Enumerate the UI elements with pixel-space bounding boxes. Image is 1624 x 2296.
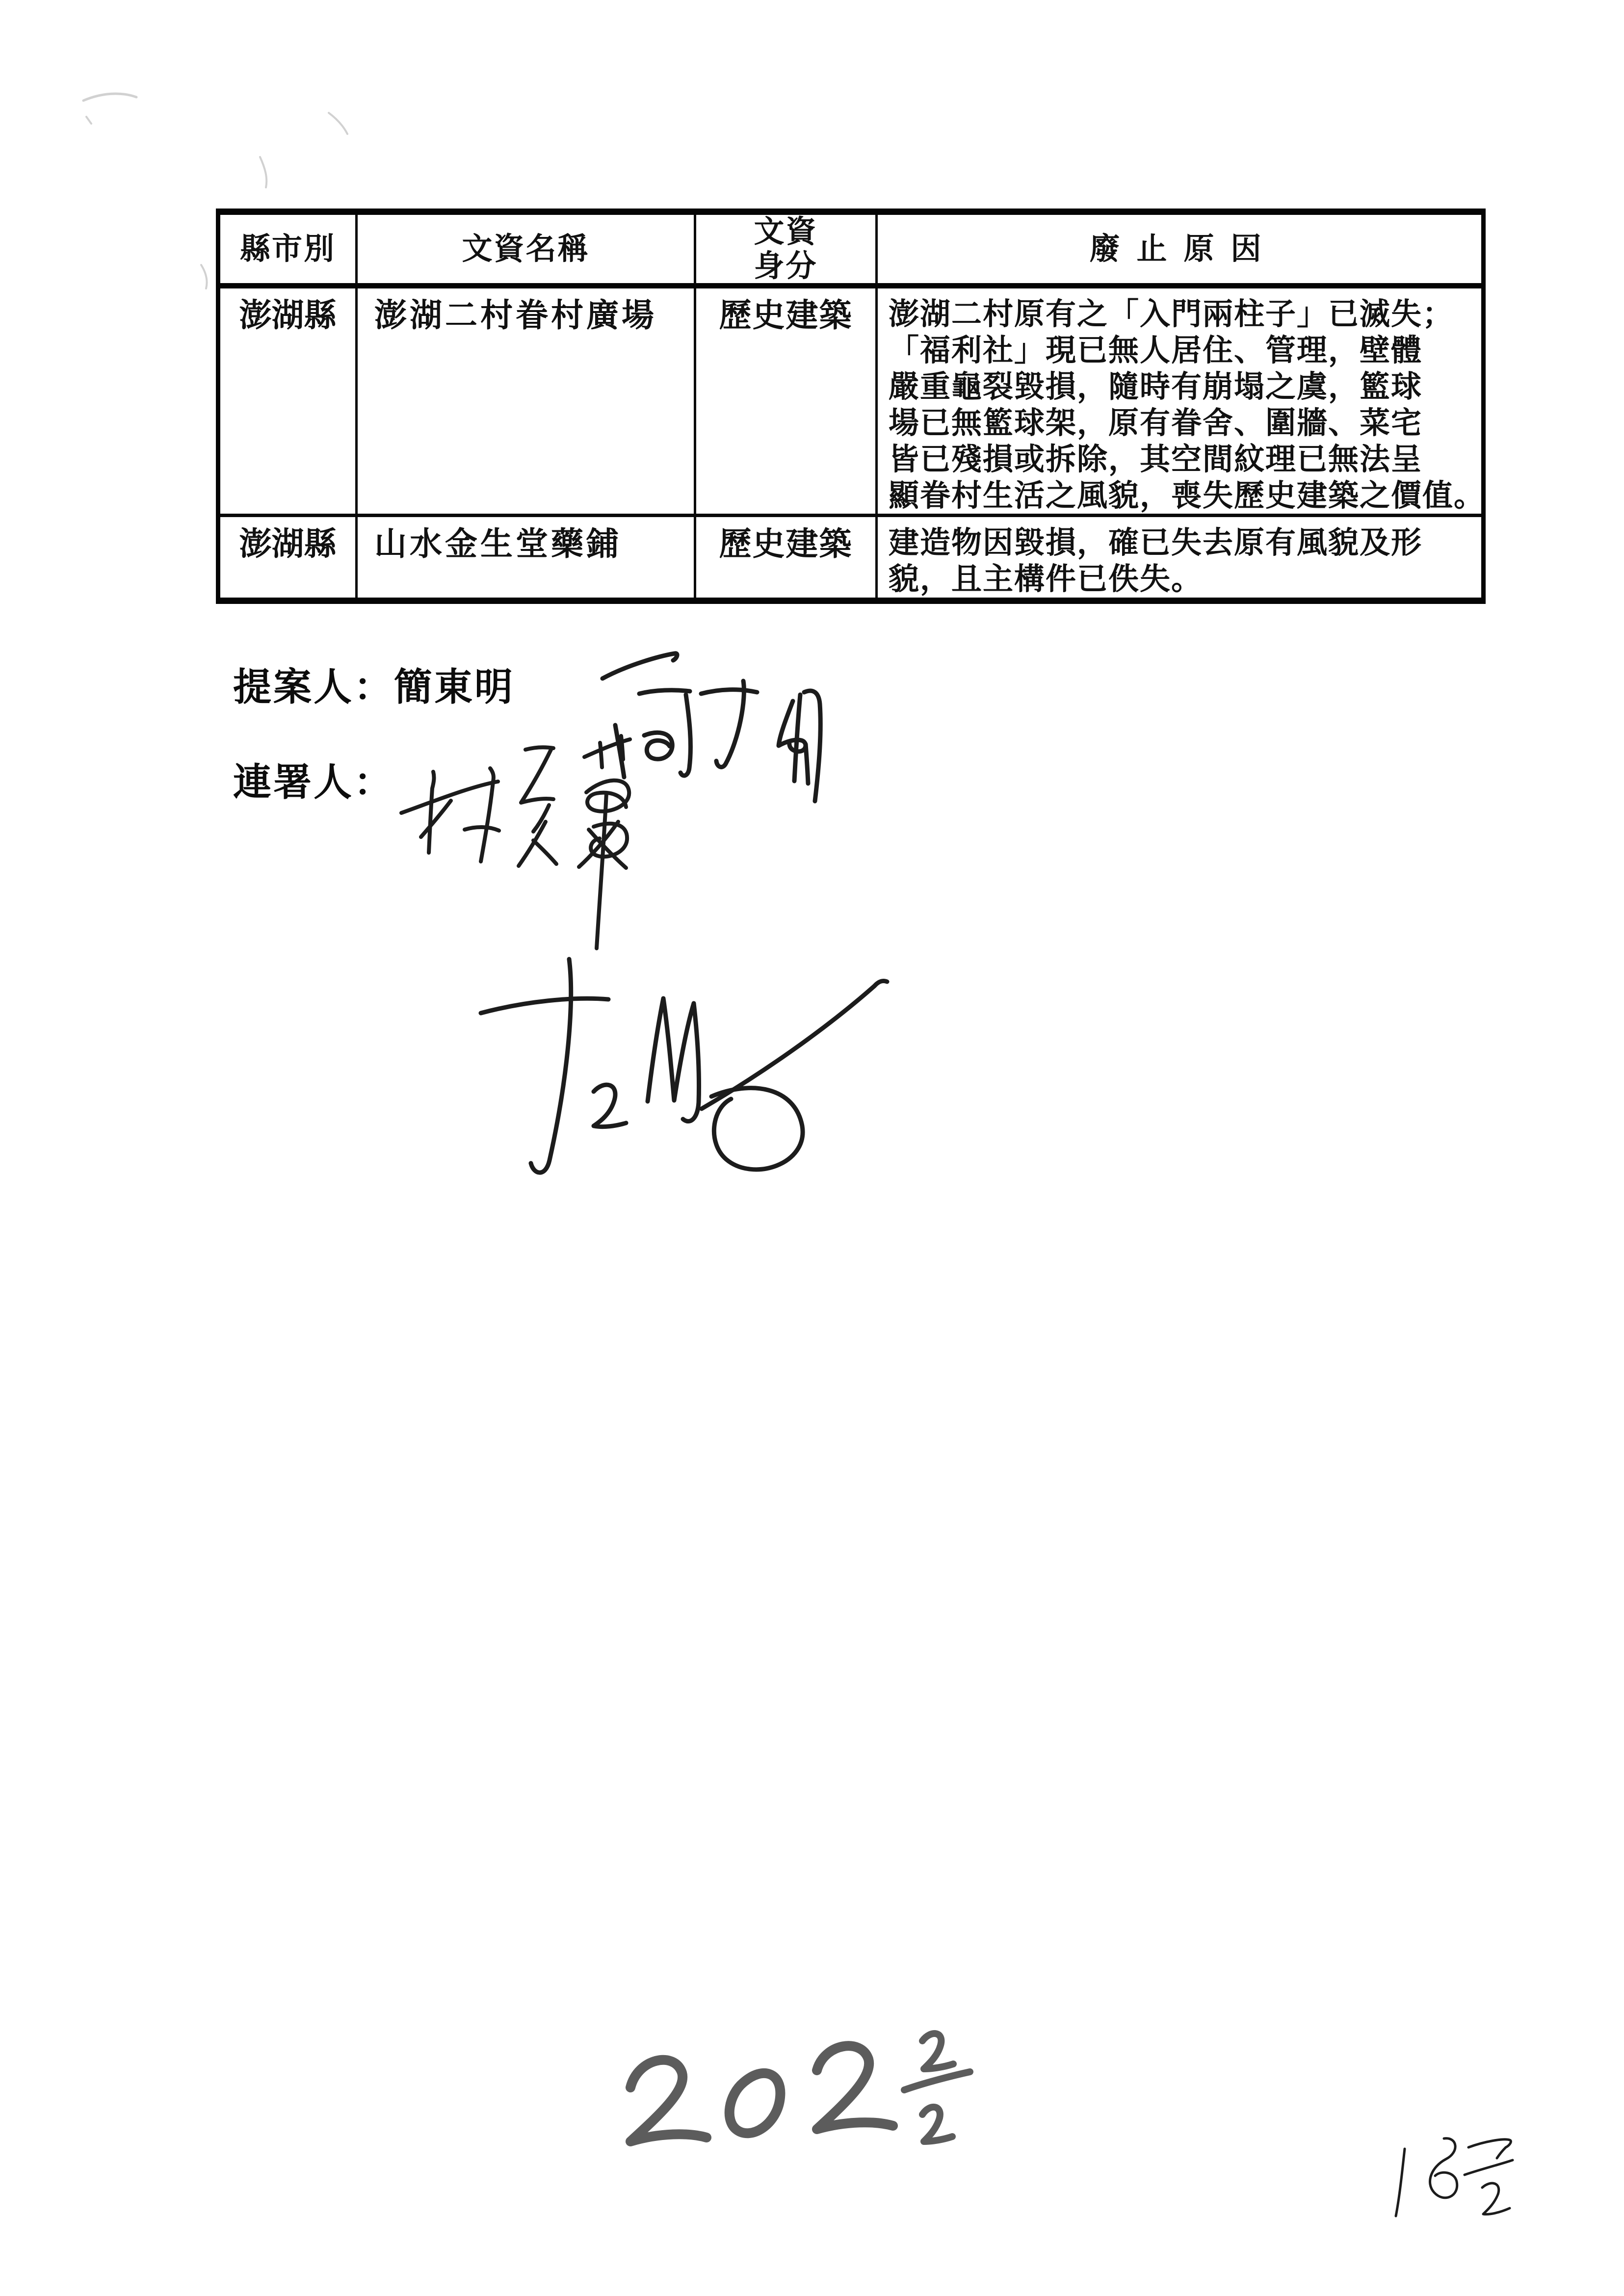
asset-name-value: 山水金生堂藥鋪 <box>374 526 622 562</box>
reason-line: 場已無籃球架，原有眷舍、圍牆、菜宅 <box>889 407 1423 440</box>
table-row2-asset-status-cell <box>696 517 878 598</box>
reason-line: 建造物因毀損，確已失去原有風貌及形 <box>889 526 1423 560</box>
header-cell-asset-status <box>696 215 878 288</box>
table-row1-county-cell <box>220 288 358 517</box>
header-cell-county <box>220 215 358 288</box>
header-asset-name-label: 文資名稱 <box>462 232 590 266</box>
table-row1-asset-status-cell <box>696 288 878 517</box>
proposer-label: 提案人： <box>233 666 394 708</box>
header-asset-status-line2: 身分 <box>754 249 818 283</box>
reason-line: 貌，且主構件已佚失。 <box>889 563 1203 596</box>
handwritten-docket-number <box>601 2024 984 2191</box>
cosigner-signature-1 <box>388 729 697 959</box>
header-cell-asset-name <box>358 215 696 288</box>
table-row2-reason-cell <box>878 517 1481 598</box>
proposer-name: 簡東明 <box>394 666 515 708</box>
table-row2-county-cell <box>220 517 358 598</box>
table-row1-reason-cell <box>878 288 1486 517</box>
reason-line: 「福利社」現已無人居住、管理，壁體 <box>889 334 1423 367</box>
header-county-label: 縣市別 <box>239 232 336 266</box>
cosigner-line <box>233 752 394 807</box>
cosigner-signature-2 <box>407 930 903 1195</box>
proposer-line <box>233 656 515 711</box>
county-value: 澎湖縣 <box>239 298 337 334</box>
table-row1-asset-name-cell <box>358 288 696 517</box>
county-value: 澎湖縣 <box>239 526 337 562</box>
asset-status-value: 歷史建築 <box>719 298 853 334</box>
asset-status-value: 歷史建築 <box>719 526 853 562</box>
handwritten-page-number <box>1386 2132 1538 2240</box>
header-asset-status-line1: 文資 <box>754 215 818 249</box>
table-row2-asset-name-cell <box>358 517 696 598</box>
asset-name-value: 澎湖二村眷村廣場 <box>374 298 657 334</box>
heritage-revocation-table <box>216 209 1486 604</box>
cosigner-label: 連署人： <box>233 761 394 804</box>
reason-line: 澎湖二村原有之「入門兩柱子」已滅失； <box>889 298 1454 331</box>
reason-line: 嚴重龜裂毀損，隨時有崩塌之虞，籃球 <box>889 370 1423 404</box>
header-cell-reason <box>878 215 1481 288</box>
reason-line: 顯眷村生活之風貌，喪失歷史建築之價值。 <box>889 479 1486 513</box>
header-reason-label: 廢止原因 <box>1089 232 1278 266</box>
reason-line: 皆已殘損或拆除，其空間紋理已無法呈 <box>889 443 1423 476</box>
